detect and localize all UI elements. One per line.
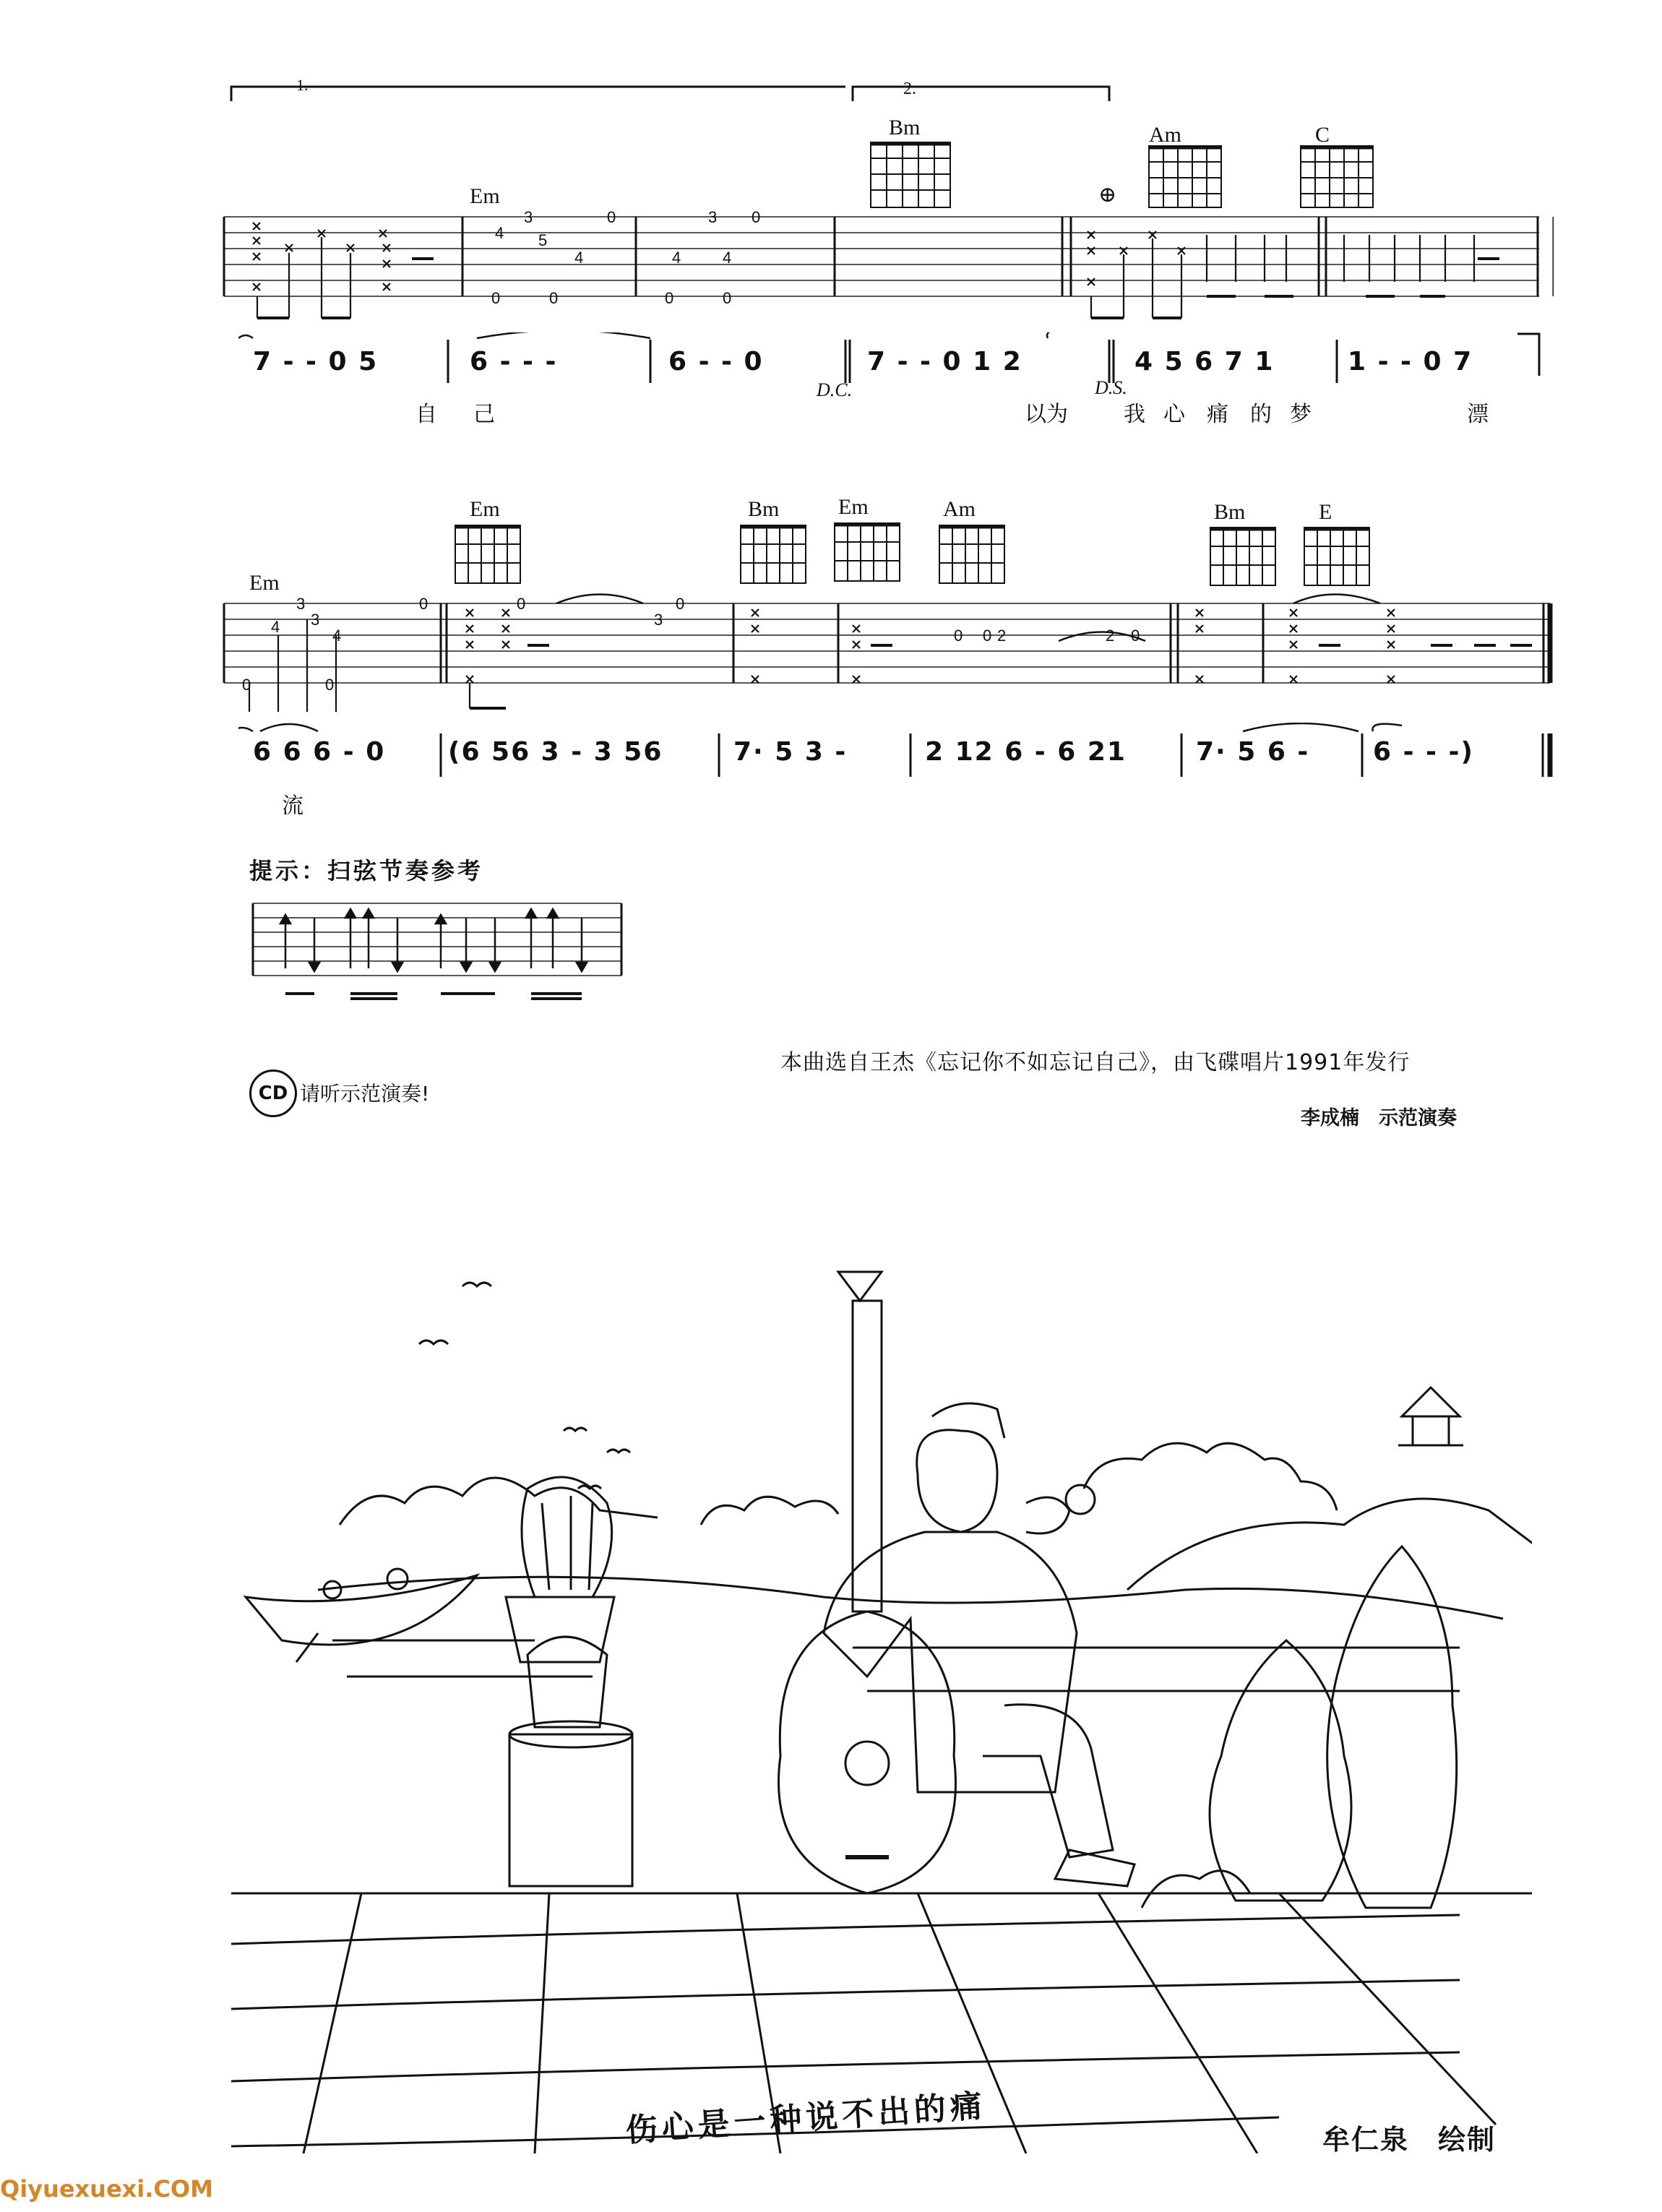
chord-name: C [1315,123,1330,147]
svg-text:0: 0 [665,289,674,307]
strum-hint-title: 提示：扫弦节奏参考 [249,857,484,885]
svg-text:0: 0 [752,208,761,226]
svg-text:0: 0 [607,208,616,226]
chord-name: Bm [1214,500,1246,524]
svg-text:4: 4 [574,249,584,267]
chord-name: Em [249,571,280,595]
jianpu-measure: 4 5 6 7 1 [1134,347,1275,376]
illustration-caption: 伤心是一种说不出的痛 [624,2087,988,2150]
svg-text:4: 4 [495,224,504,242]
chord-diagram-e [1297,526,1377,591]
svg-text:0: 0 [954,627,963,645]
svg-text:0: 0 [491,289,501,307]
dc-marking: D.C. [817,379,853,400]
lyric: 心 [1163,402,1185,427]
svg-text:4: 4 [723,249,732,267]
chord-name: Am [943,497,976,521]
lyric: 的 [1250,402,1272,427]
strum-pattern-staff [246,889,636,1019]
jianpu-measure: 7 - - 0 5 [253,347,379,376]
chord-name: E [1319,500,1332,524]
svg-text:0: 0 [242,676,251,694]
lyric: 流 [282,793,303,819]
svg-text:3: 3 [654,611,663,629]
jianpu-measure: 7· 5 3 - [733,737,848,767]
svg-text:0: 0 [723,289,732,307]
watermark: Qiyuexuexi.COM [0,2175,213,2203]
chord-name: Am [1149,123,1181,147]
jianpu-measure: 6 - - 0 [668,347,764,376]
chord-diagram-em [827,522,907,587]
volta-brackets [217,72,1156,123]
svg-text:3: 3 [311,611,320,629]
ds-marking: D.S. [1095,377,1127,398]
chord-name: Bm [748,497,780,521]
svg-text:0: 0 [676,595,685,613]
jianpu-measure: 2 12 6 - 6 21 [925,737,1127,767]
svg-text:2: 2 [1106,627,1115,645]
lyric: 我 [1124,402,1145,427]
chord-diagram-bm [1203,526,1283,591]
tab-staff-2 [217,589,1561,733]
svg-text:3: 3 [524,208,533,226]
volta-1-label: 1. [296,76,309,94]
chord-diagram-bm [733,524,813,589]
lyric: 痛 [1207,402,1228,427]
lyric: 自 [416,402,437,427]
svg-text:0: 0 [517,595,526,613]
jianpu-measure: 7 - - 0 1 2 [867,347,1022,376]
jianpu-measure: 6 - - -) [1373,737,1474,767]
tab-staff-1 [217,202,1554,332]
svg-text:0: 0 [983,627,992,645]
svg-text:5: 5 [538,231,548,249]
svg-text:0: 0 [325,676,335,694]
svg-text:0: 0 [419,595,429,613]
jianpu-barlines-1 [238,332,1575,390]
chord-diagram-am [932,524,1012,589]
svg-text:4: 4 [271,618,280,636]
svg-text:3: 3 [708,208,718,226]
jianpu-measure: 7· 5 6 - [1196,737,1310,767]
jianpu-measure: (6 56 3 - 3 56 [448,737,663,767]
chord-name: Em [838,495,869,519]
svg-text:4: 4 [672,249,681,267]
lyric: 梦 [1290,402,1312,427]
volta-2-label: 2. [903,79,916,98]
illustration-artist-credit: 牟仁泉 绘制 [1322,2124,1497,2156]
coda-icon: ⊕ [1098,183,1117,207]
chord-name: Em [470,497,500,521]
svg-text:0: 0 [549,289,559,307]
svg-text:2: 2 [997,627,1007,645]
jianpu-measure: 6 - - - [470,347,558,376]
jianpu-measure: 1 - - 0 7 [1348,347,1473,376]
svg-text:0: 0 [1131,627,1140,645]
jianpu-barlines-2 [238,723,1575,788]
chord-name: Bm [889,116,921,139]
chord-name: Em [470,184,500,208]
svg-text:4: 4 [332,627,342,645]
lyric: 漂 [1467,402,1489,427]
lyric: 以为 [1025,402,1068,427]
chord-diagram-em [448,524,528,589]
cd-note: 请听示范演奏! [300,1082,430,1106]
svg-text:3: 3 [296,595,306,613]
lyric: 己 [473,402,495,427]
performer-credit: 李成楠 示范演奏 [1301,1107,1457,1129]
illustration [231,1214,1532,2153]
jianpu-measure: 6 6 6 - 0 [253,737,386,767]
cd-icon: CD [249,1070,297,1117]
source-note: 本曲选自王杰《忘记你不如忘记自己》，由飞碟唱片1991年发行 [780,1050,1411,1075]
